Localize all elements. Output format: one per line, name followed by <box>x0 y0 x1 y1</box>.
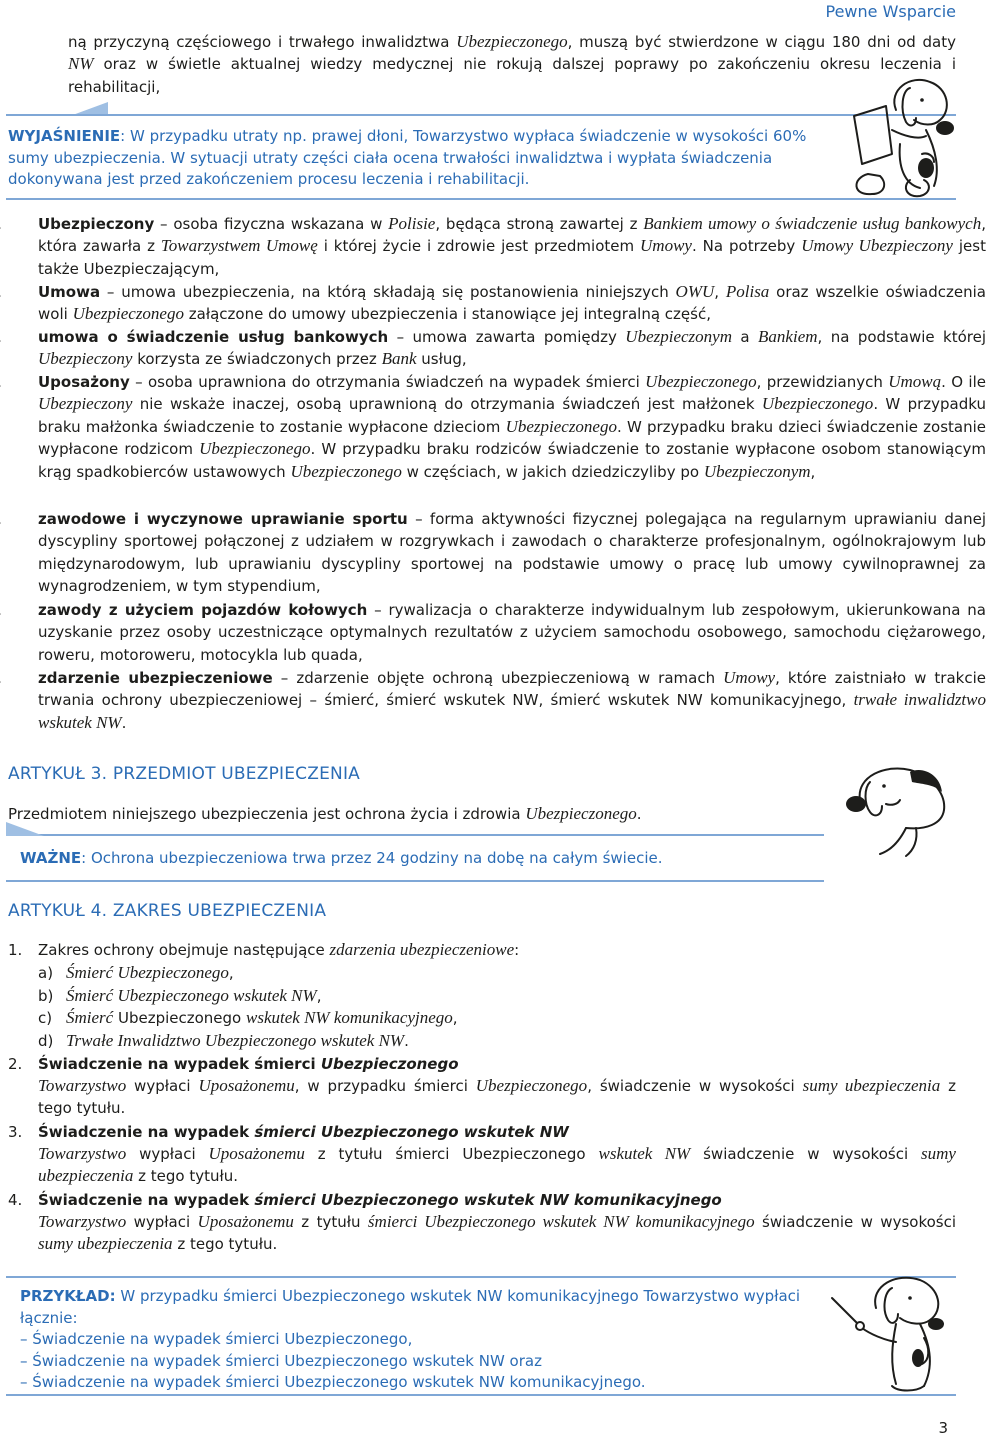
article-3-heading: ARTYKUŁ 3. PRZEDMIOT UBEZPIECZENIA <box>8 764 360 784</box>
subitem-b: b) Śmierć Ubezpieczonego wskutek NW, <box>38 985 322 1005</box>
article-4-point-4-heading: 4. Świadczenie na wypadek śmierci Ubezpieczonego wskutek NW komunikacyjnego <box>8 1191 722 1209</box>
definition-23: Uposażony – osoba uprawniona do otrzymania świadczeń na wypadek śmierci Ubezpieczonego, przewidzianych Umową. O ile Ubezpieczony nie wskaże inaczej, osobą uprawnioną do otrzymania świadczeń jest małżonek Ubezpieczonego. W przypadku braku małżonka świadczenie to zostanie wypłacone dzieciom Ubezpieczonego. W przypadku braku dzieci świadczenie zostanie wypłacone rodzicom Ubezpieczonego. W przypadku braku rodziców świadczenie to zostanie wypłacone osobom stanowiącym krąg spadkobierców ustawowych Ubezpieczonego w częściach, w jakich dziedziczyliby po Ubezpieczonym, <box>38 372 986 481</box>
subitem-c: c) Śmierć Ubezpieczonego wskutek NW komunikacyjnego, <box>38 1008 458 1028</box>
important-text: WAŻNE: Ochrona ubezpieczeniowa trwa przez 24 godziny na dobę na całym świecie. <box>20 849 663 867</box>
example-item: – Świadczenie na wypadek śmierci Ubezpieczonego wskutek NW oraz <box>20 1351 542 1370</box>
important-label: WAŻNE <box>20 849 82 867</box>
article-4-point-4-text: Towarzystwo wypłaci Uposażonemu z tytułu śmierci Ubezpieczonego wskutek NW komunikacyjnego świadczenie w wysokości sumy ubezpieczenia z tego tytułu. <box>38 1212 957 1254</box>
example-text: PRZYKŁAD: W przypadku śmierci Ubezpieczonego wskutek NW komunikacyjnego Towarzystwo wypłaci łącznie: – Świadczenie na wypadek śmierci Ubezpieczonego, – Świadczenie na wypadek śmierci Ubezpieczonego wskutek NW oraz – Świadczenie na wypadek śmierci Ubezpieczonego wskutek NW komunikacyjnego. <box>20 1286 820 1394</box>
article-4-point-1: 1. Zakres ochrony obejmuje następujące zdarzenia ubezpieczeniowe: <box>8 940 520 959</box>
article-4-subitems <box>38 962 458 1052</box>
article-4-point-3-heading: 3. Świadczenie na wypadek śmierci Ubezpieczonego wskutek NW <box>8 1123 569 1141</box>
article-4-point-3-text: Towarzystwo wypłaci Uposażonemu z tytułu śmierci Ubezpieczonego wskutek NW świadczenie w wysokości sumy ubezpieczenia z tego tytułu. <box>38 1144 956 1186</box>
snoopy-thinking-illustration <box>846 760 958 860</box>
explanation-box <box>6 114 956 200</box>
definition-21: Umowa – umowa ubezpieczenia, na którą składają się postanowienia niniejszych OWU, Polisa oraz wszelkie oświadczenia woli Ubezpieczonego załączone do umowy ubezpieczenia i stanowiące jej integralną część, <box>38 282 986 324</box>
article-4-point-2-heading: 2. Świadczenie na wypadek śmierci Ubezpieczonego <box>8 1055 459 1073</box>
definition-25: zawody z użyciem pojazdów kołowych – rywalizacja o charakterze indywidualnym lub zespołowym, ukierunkowana na uzyskanie przez osoby uczestniczące optymalnych rezultatów z użyciem samochodu osobowego, samochodu ciężarowego, roweru, motoroweru, motocykla lub quada, <box>38 601 986 664</box>
definition-22: umowa o świadczenie usług bankowych – umowa zawarta pomiędzy Ubezpieczonym a Bankiem, na podstawie której Ubezpieczony korzysta ze świadczonych przez Bank usług, <box>38 327 986 369</box>
example-box <box>6 1276 956 1396</box>
explanation-label: WYJAŚNIENIE <box>8 127 121 145</box>
snoopy-reading-illustration <box>848 70 958 200</box>
subitem-a: a) Śmierć Ubezpieczonego, <box>38 963 234 982</box>
snoopy-pointer-illustration <box>826 1268 956 1398</box>
brand-header: Pewne Wsparcie <box>825 2 956 21</box>
explanation-text: WYJAŚNIENIE: W przypadku utraty np. prawej dłoni, Towarzystwo wypłaca świadczenie w wysokości 60% sumy ubezpieczenia. W sytuacji utraty części ciała ocena trwałości inwalidztwa i wypłata świadczenia dokonywana jest przed zakończeniem procesu leczenia i rehabilitacji. <box>8 127 807 188</box>
example-item: – Świadczenie na wypadek śmierci Ubezpieczonego, <box>20 1330 413 1349</box>
page-number: 3 <box>938 1419 948 1437</box>
box-corner-decoration <box>6 822 44 836</box>
article-4-heading: ARTYKUŁ 4. ZAKRES UBEZPIECZENIA <box>8 901 327 921</box>
article-3-paragraph: Przedmiotem niniejszego ubezpieczenia jest ochrona życia i zdrowia Ubezpieczonego. <box>8 804 642 823</box>
definition-24: zawodowe i wyczynowe uprawianie sportu – forma aktywności fizycznej polegająca na regularnym uprawianiu danej dyscypliny sportowej połączonej z udziałem w rozgrywkach i zawodach o charakterze profesjonalnym, ogólnokrajowym lub międzynarodowym, lub uprawianiu dyscypliny sportowej na podstawie umowy o pracę lub umowy cywilnoprawnej za wynagrodzeniem, w tym stypendium, <box>38 510 986 596</box>
definition-26: zdarzenie ubezpieczeniowe – zdarzenie objęte ochroną ubezpieczeniową w ramach Umowy, które zaistniało w trakcie trwania ochrony ubezpieczeniowej – śmierć, śmierć wskutek NW, śmierć wskutek NW komunikacyjnego, trwałe inwalidztwo wskutek NW. <box>38 668 986 732</box>
intro-paragraph: ną przyczyną częściowego i trwałego inwalidztwa Ubezpieczonego, muszą być stwierdzone w ciągu 180 dni od daty NW oraz w świetle aktualnej wiedzy medycznej nie rokują dalszej poprawy po zakończeniu okresu leczenia i rehabilitacji, <box>68 32 957 96</box>
definition-20: Ubezpieczony – osoba fizyczna wskazana w Polisie, będąca stroną zawartej z Bankiem umowy o świadczenie usług bankowych, która zawarła z Towarzystwem Umowę i której życie i zdrowie jest przedmiotem Umowy. Na potrzeby Umowy Ubezpieczony jest także Ubezpieczającym, <box>38 214 986 278</box>
important-box <box>6 834 824 882</box>
subitem-d: d) Trwałe Inwalidztwo Ubezpieczonego wskutek NW. <box>38 1030 409 1050</box>
example-label: PRZYKŁAD: <box>20 1287 116 1305</box>
article-4-point-2-text: Towarzystwo wypłaci Uposażonemu, w przypadku śmierci Ubezpieczonego, świadczenie w wysokości sumy ubezpieczenia z tego tytułu. <box>38 1076 956 1118</box>
example-item: – Świadczenie na wypadek śmierci Ubezpieczonego wskutek NW komunikacyjnego. <box>20 1373 646 1392</box>
